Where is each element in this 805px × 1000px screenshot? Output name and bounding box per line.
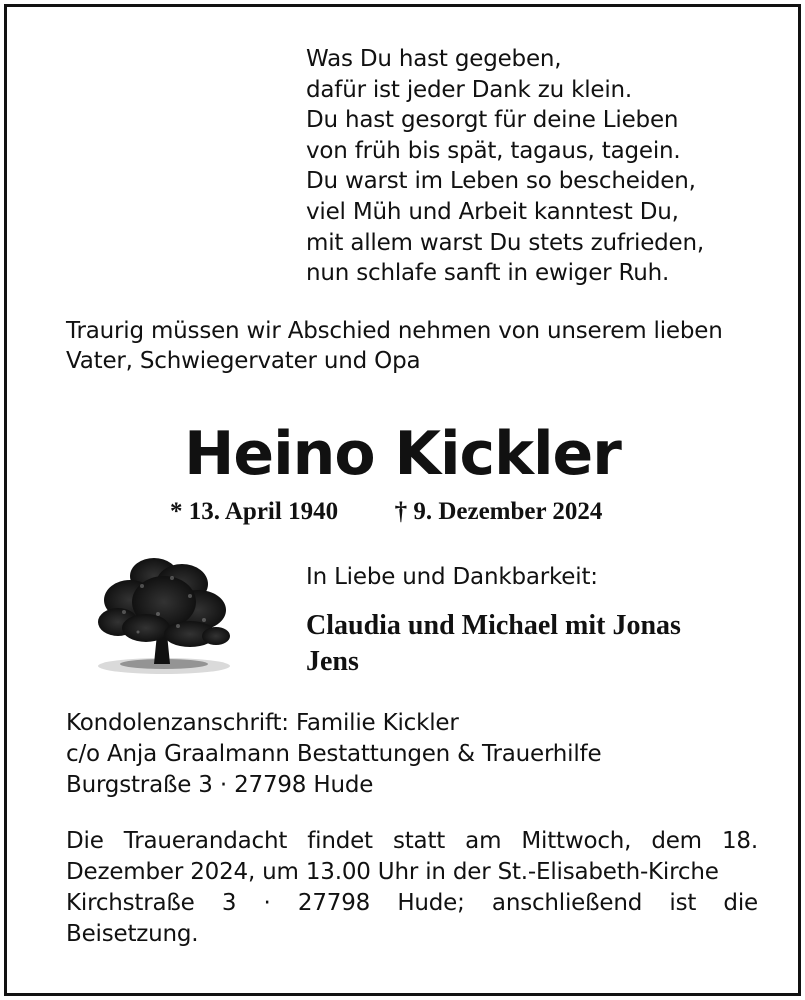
birth-date: * 13. April 1940 (170, 498, 339, 525)
mourners-line: Jens (306, 646, 359, 677)
service-word: 3 (221, 890, 237, 916)
service-word: findet (307, 828, 373, 854)
poem-line: mit allem warst Du stets zufrieden, (306, 229, 704, 256)
service-word: Mittwoch, (521, 828, 632, 854)
poem-line: Du hast gesorgt für deine Lieben (306, 107, 679, 134)
intro-line: Traurig müssen wir Abschied nehmen von unserem lieben (66, 318, 723, 344)
poem-line: dafür ist jeder Dank zu klein. (306, 76, 633, 103)
mourners-line: Claudia und Michael mit Jonas (306, 610, 681, 641)
address-line: c/o Anja Graalmann Bestattungen & Trauerhilfe (66, 741, 602, 767)
service-line (66, 826, 758, 857)
service-word: Hude; (397, 890, 465, 916)
service-word: die (723, 890, 758, 916)
address-line: Kondolenzanschrift: Familie Kickler (66, 710, 459, 736)
poem (306, 44, 704, 289)
service-info (66, 826, 758, 950)
service-line: Dezember 2024, um 13.00 Uhr in der St.-Elisabeth-Kirche (66, 859, 719, 885)
service-word: Kirchstraße (66, 890, 195, 916)
service-word: · (263, 890, 271, 916)
death-date: † 9. Dezember 2024 (394, 498, 603, 525)
poem-line: Du warst im Leben so bescheiden, (306, 168, 696, 195)
poem-line: viel Müh und Arbeit kanntest Du, (306, 198, 679, 225)
poem-line: nun schlafe sanft in ewiger Ruh. (306, 260, 670, 287)
service-word: am (465, 828, 502, 854)
life-dates (170, 497, 602, 527)
service-word: Trauerandacht (123, 828, 288, 854)
intro-text (66, 316, 758, 376)
thanks-heading: In Liebe und Dankbarkeit: (306, 564, 598, 590)
service-line (66, 888, 758, 919)
address-line: Burgstraße 3 · 27798 Hude (66, 772, 374, 798)
service-word: 27798 (297, 890, 371, 916)
service-word: statt (392, 828, 446, 854)
poem-line: von früh bis spät, tagaus, tagein. (306, 137, 681, 164)
intro-line: Vater, Schwiegervater und Opa (66, 348, 421, 374)
service-word: 18. (721, 828, 758, 854)
service-line: Beisetzung. (66, 921, 199, 947)
poem-line: Was Du hast gegeben, (306, 46, 562, 72)
service-word: Die (66, 828, 104, 854)
condolence-address (66, 708, 601, 801)
service-word: anschließend (491, 890, 643, 916)
tree-icon (94, 556, 234, 682)
service-word: dem (651, 828, 702, 854)
service-word: ist (669, 890, 697, 916)
deceased-name: Heino Kickler (184, 419, 621, 489)
mourners-names (306, 608, 681, 680)
